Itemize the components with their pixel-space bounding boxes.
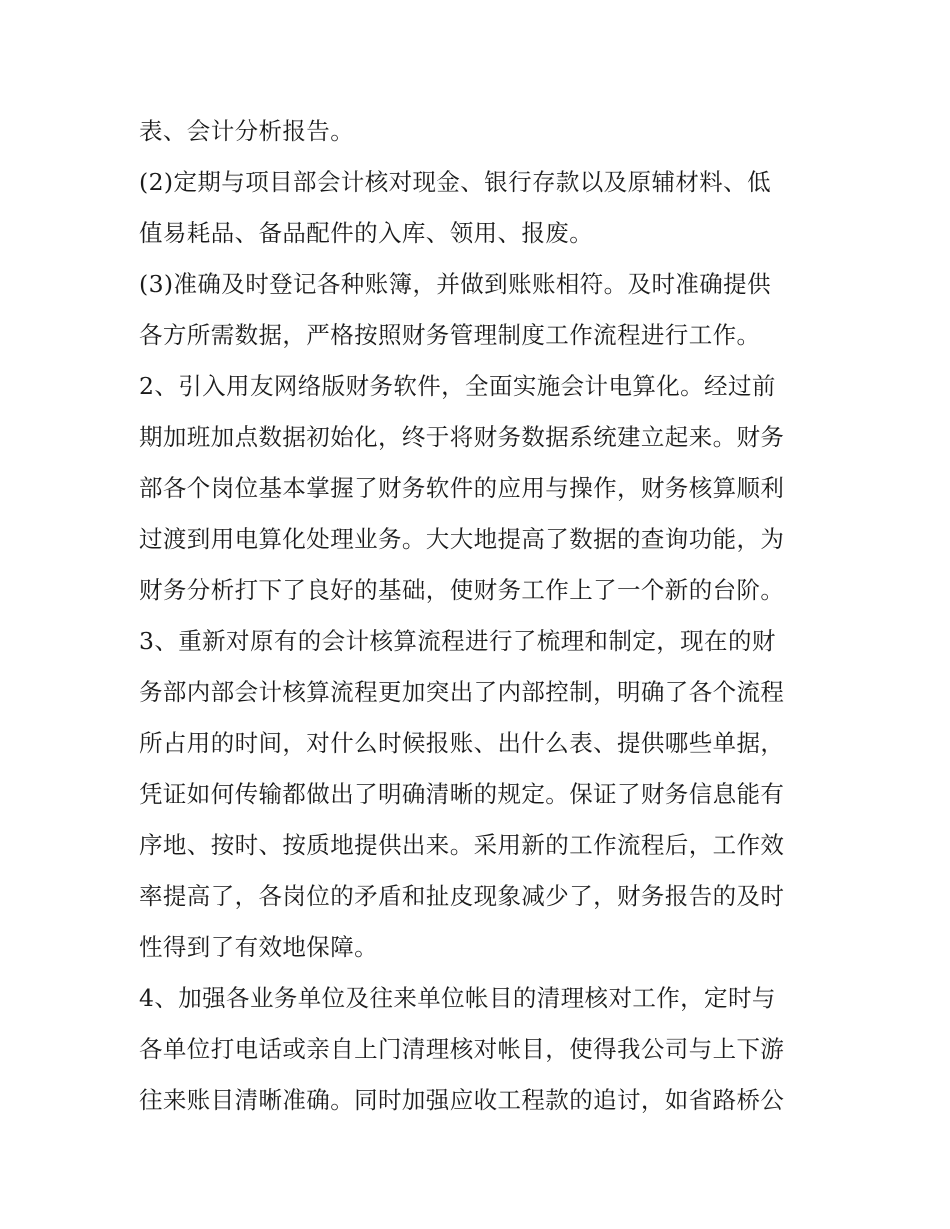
text-line: 期加班加点数据初始化，终于将财务数据系统建立起来。财务 — [139, 423, 785, 451]
text-line: 往来账目清晰准确。同时加强应收工程款的追讨，如省路桥公 — [139, 1086, 785, 1114]
text-line: (3)准确及时登记各种账簿，并做到账账相符。及时准确提供 — [139, 270, 771, 298]
text-line: (2)定期与项目部会计核对现金、银行存款以及原辅材料、低 — [139, 168, 771, 196]
document-body — [139, 106, 819, 1126]
text-line: 4、加强各业务单位及往来单位帐目的清理核对工作，定时与 — [139, 984, 776, 1012]
text-line: 所占用的时间，对什么时候报账、出什么表、提供哪些单据， — [139, 729, 785, 757]
text-line: 凭证如何传输都做出了明确清晰的规定。保证了财务信息能有 — [139, 780, 785, 808]
text-line: 务部内部会计核算流程更加突出了内部控制，明确了各个流程 — [139, 678, 785, 706]
text-line: 2、引入用友网络版财务软件，全面实施会计电算化。经过前 — [139, 372, 776, 400]
text-line: 各单位打电话或亲自上门清理核对帐目，使得我公司与上下游 — [139, 1035, 785, 1063]
text-line: 率提高了，各岗位的矛盾和扯皮现象减少了，财务报告的及时 — [139, 882, 785, 910]
text-line: 部各个岗位基本掌握了财务软件的应用与操作，财务核算顺利 — [139, 474, 785, 502]
text-line: 性得到了有效地保障。 — [139, 933, 378, 961]
text-line: 值易耗品、备品配件的入库、领用、报废。 — [139, 219, 594, 247]
text-line: 财务分析打下了良好的基础，使财务工作上了一个新的台阶。 — [139, 576, 785, 604]
text-line: 序地、按时、按质地提供出来。采用新的工作流程后，工作效 — [139, 831, 785, 859]
text-line: 3、重新对原有的会计核算流程进行了梳理和制定，现在的财 — [139, 627, 776, 655]
text-line: 表、会计分析报告。 — [139, 117, 355, 145]
text-line: 过渡到用电算化处理业务。大大地提高了数据的查询功能，为 — [139, 525, 785, 553]
text-line: 各方所需数据，严格按照财务管理制度工作流程进行工作。 — [139, 321, 761, 349]
